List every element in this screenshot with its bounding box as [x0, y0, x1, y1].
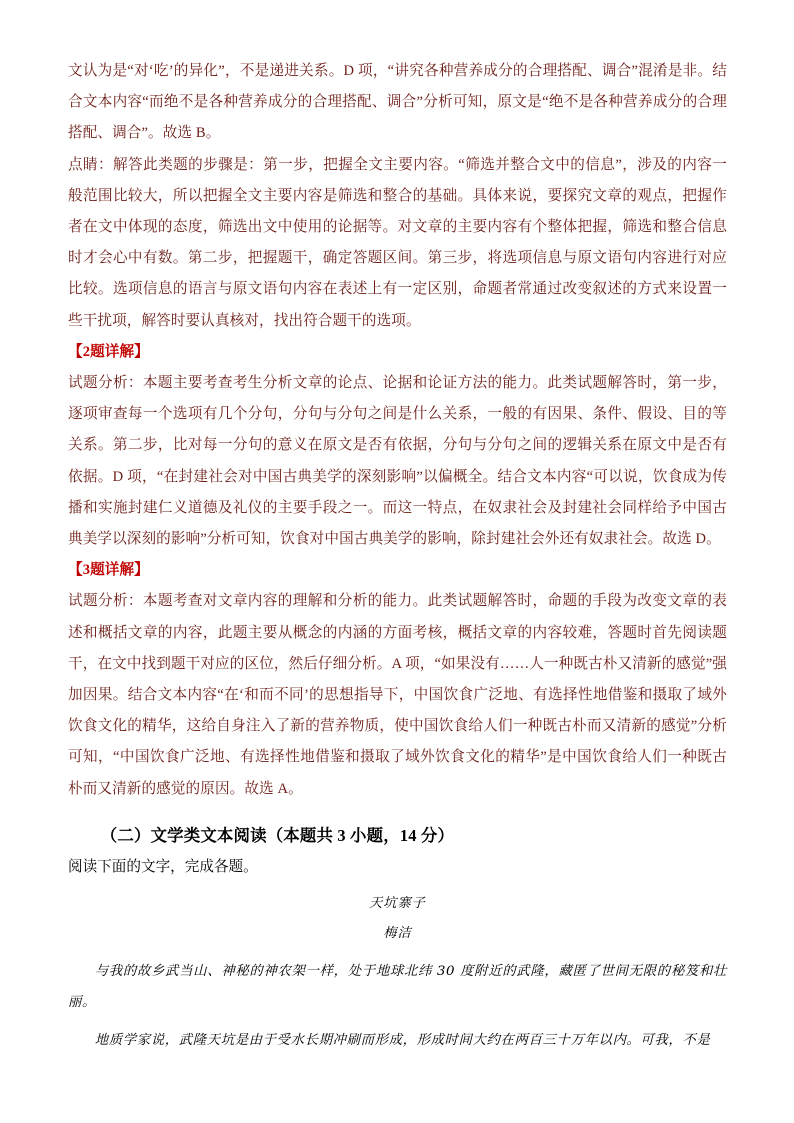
passage-spacer-mid: [68, 949, 727, 956]
passage-title: 天坑寨子: [369, 895, 426, 911]
analysis-paragraph-1: 文认为是“对‘吃’的异化”，不是递进关系。D 项，“讲究各种营养成分的合理搭配、调合”混淆是非。结合文本内容“而绝不是各种营养成分的合理搭配、调合”分析可知，原文是“绝不是各种营养成分的合理搭配、调合”。故选 B。: [68, 63, 727, 142]
passage-author: 梅洁: [383, 925, 412, 941]
question-3-analysis: 试题分析：本题考查对文章内容的理解和分析的能力。此类试题解答时，命题的手段为改变文章的表述和概括文章的内容，此题主要从概念的内涵的方面考核，概括文章的内容较难，答题时首先阅读题干，在文中找到题干对应的区位，然后仔细分析。A 项，“如果没有……人一种既古朴又清新的感觉”强加因果。结合文本内容“在‘和而不同’的思想指导下，中国饮食广泛地、有选择性地借鉴和摄取了域外饮食文化的精华，这给自身注入了新的营养物质，使中国饮食给人们一种既古朴而又清新的感觉”分析可知，“中国饮食广泛地、有选择性地借鉴和摄取了域外饮食文化的精华”是中国饮食给人们一种既古朴而又清新的感觉的原因。故选 A。: [68, 593, 727, 797]
analysis-paragraph-dianjing: 点睛：解答此类题的步骤是：第一步，把握全文主要内容。“筛选并整合文中的信息”，涉及的内容一般范围比较大，所以把握全文主要内容是筛选和整合的基础。具体来说，要探究文章的观点，把握作者在文中体现的态度，筛选出文中使用的论据等。对文章的主要内容有个整体把握，筛选和整合信息时才会心中有数。第二步，把握题干，确定答题区间。第三步，将选项信息与原文语句内容进行对应比较。选项信息的语言与原文语句内容在表述上有一定区别，命题者常通过改变叙述的方式来设置一些干扰项，解答时要认真核对，找出符合题干的选项。: [68, 156, 727, 329]
passage-paragraph-1: 与我的故乡武当山、神秘的神农架一样，处于地球北纬 30 度附近的武隆，藏匿了世间无限的秘笈和壮丽。: [68, 963, 727, 1010]
section-two-heading: （二）文学类文本阅读（本题共 3 小题，14 分）: [100, 825, 455, 845]
passage-paragraph-gap: [68, 1018, 727, 1025]
question-2-heading: 【2题详解】: [68, 343, 149, 360]
document-body: [68, 56, 727, 1056]
question-2-analysis: 试题分析：本题主要考查考生分析文章的论点、论据和论证方法的能力。此类试题解答时，第一步，逐项审查每一个选项有几个分句，分句与分句之间是什么关系，一般的有因果、条件、假设、目的等关系。第二步，比对每一分句的意义在原文是否有依据，分句与分句之间的逻辑关系在原文中是否有依据。D 项，“在封建社会对中国古典美学的深刻影响”以偏概全。结合文本内容“可以说，饮食成为传播和实施封建仁义道德及礼仪的主要手段之一。而这一特点，在奴隶社会及封建社会同样给予中国古典美学以深刻的影响”分析可知，饮食对中国古典美学的影响，除封建社会外还有奴隶社会。故选 D。: [68, 375, 727, 548]
passage-spacer-top: [68, 882, 727, 889]
question-3-heading: 【3题详解】: [68, 562, 149, 579]
section-spacer: [68, 805, 727, 819]
section-two-instruction: 阅读下面的文字，完成各题。: [68, 858, 258, 875]
passage-paragraph-2: 地质学家说，武隆天坑是由于受水长期冲刷而形成，形成时间大约在两百三十万年以内。可我，不是: [94, 1032, 711, 1048]
